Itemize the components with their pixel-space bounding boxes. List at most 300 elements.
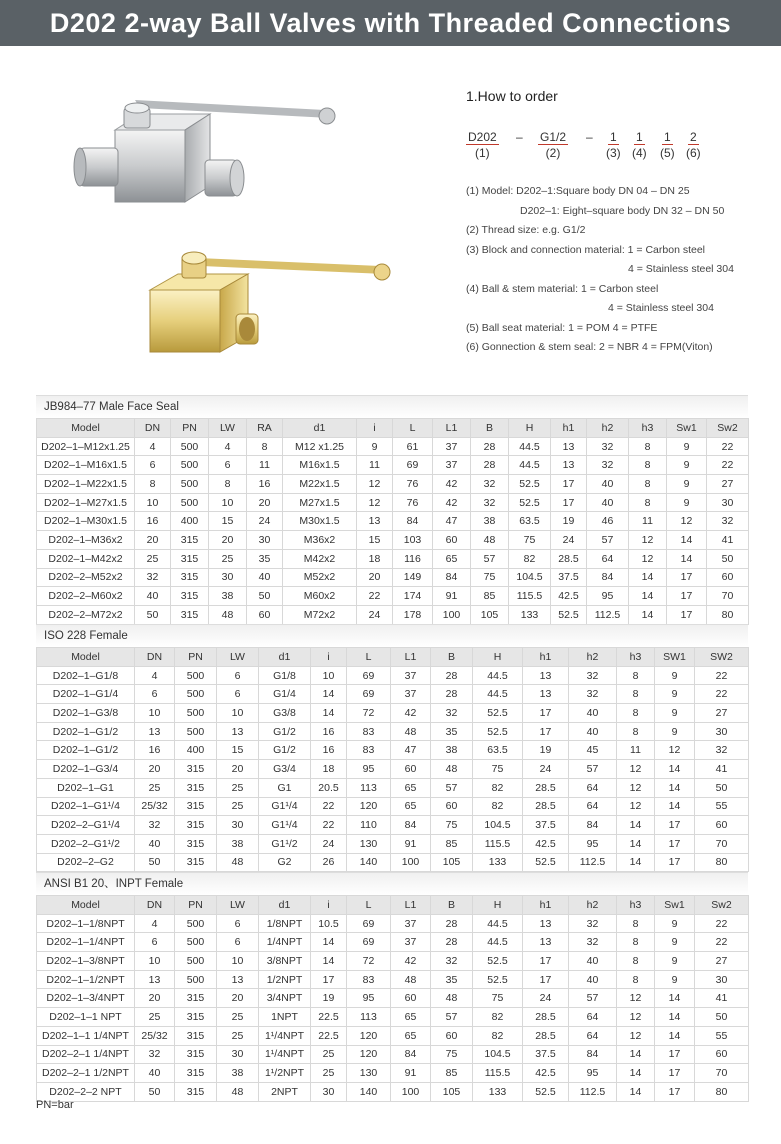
table-cell: 42: [391, 952, 431, 971]
table-cell: 120: [347, 1045, 391, 1064]
table-cell: 22: [357, 587, 393, 606]
table-cell: 82: [509, 549, 551, 568]
table-cell: 17: [523, 952, 569, 971]
table-cell: 80: [695, 1082, 749, 1101]
column-header: i: [357, 419, 393, 438]
table-cell: 82: [473, 1026, 523, 1045]
table-cell: 17: [523, 704, 569, 723]
column-header: RA: [247, 419, 283, 438]
table-cell: 9: [655, 722, 695, 741]
table-cell: 55: [695, 1026, 749, 1045]
table-cell: 65: [391, 1008, 431, 1027]
table-cell: 57: [471, 549, 509, 568]
table-cell: 20: [217, 989, 259, 1008]
table-cell: 4: [135, 666, 175, 685]
column-header: H: [473, 896, 523, 915]
table-cell: 28: [431, 685, 473, 704]
table-cell: 27: [707, 475, 749, 494]
table-row: [37, 933, 749, 952]
table-cell: 32: [135, 1045, 175, 1064]
column-header: h1: [523, 648, 569, 667]
table-cell: 32: [135, 816, 175, 835]
table-cell: 14: [617, 816, 655, 835]
table-cell: 32: [471, 475, 509, 494]
table-cell: 38: [217, 1064, 259, 1083]
table-cell: 500: [175, 704, 217, 723]
table-cell: 11: [247, 456, 283, 475]
table-header-row: [37, 419, 749, 438]
column-header: SW1: [655, 648, 695, 667]
column-header: LW: [217, 896, 259, 915]
table-cell: 28: [431, 914, 473, 933]
table-cell: 37: [391, 666, 431, 685]
table-section-iso228: [36, 624, 748, 872]
table-cell: 133: [509, 605, 551, 624]
table-cell: 6: [217, 666, 259, 685]
table-cell: 315: [175, 797, 217, 816]
table-cell: 69: [393, 456, 433, 475]
table-cell: 1¹/2NPT: [259, 1064, 311, 1083]
table-cell: D202–2–2 NPT: [37, 1082, 135, 1101]
table-cell: 14: [655, 797, 695, 816]
table-cell: 14: [629, 568, 667, 587]
table-cell: 120: [347, 1026, 391, 1045]
table-cell: 13: [135, 722, 175, 741]
column-header: DN: [135, 419, 171, 438]
table-row: [37, 914, 749, 933]
table-cell: 44.5: [473, 914, 523, 933]
table-cell: M16x1.5: [283, 456, 357, 475]
table-cell: 116: [393, 549, 433, 568]
table-cell: D202–1–1 NPT: [37, 1008, 135, 1027]
table-cell: 50: [135, 853, 175, 872]
table-cell: 50: [135, 605, 171, 624]
table-cell: D202–1–G1/2: [37, 741, 135, 760]
table-row: [37, 512, 749, 531]
table-cell: 83: [347, 722, 391, 741]
table-cell: 8: [629, 437, 667, 456]
table-cell: 6: [135, 933, 175, 952]
table-cell: 17: [551, 493, 587, 512]
table-cell: 19: [311, 989, 347, 1008]
table-cell: D202–1–3/4NPT: [37, 989, 135, 1008]
table-cell: 10: [217, 704, 259, 723]
table-cell: 14: [617, 1082, 655, 1101]
product-photos: [40, 78, 400, 368]
table-cell: 52.5: [509, 493, 551, 512]
code-number: (5): [660, 146, 675, 160]
table-cell: 12: [357, 475, 393, 494]
table-cell: 14: [667, 549, 707, 568]
table-cell: 13: [523, 685, 569, 704]
table-cell: 32: [695, 741, 749, 760]
table-cell: 9: [655, 914, 695, 933]
column-header: h1: [551, 419, 587, 438]
table-cell: 95: [347, 989, 391, 1008]
table-cell: 400: [175, 741, 217, 760]
table-cell: 24: [523, 760, 569, 779]
column-header: d1: [283, 419, 357, 438]
table-cell: 37.5: [523, 1045, 569, 1064]
table-cell: 22.5: [311, 1026, 347, 1045]
table-cell: 25: [311, 1064, 347, 1083]
table-cell: 70: [707, 587, 749, 606]
table-cell: 17: [311, 970, 347, 989]
table-cell: 140: [347, 1082, 391, 1101]
table-cell: 110: [347, 816, 391, 835]
table-cell: 8: [617, 666, 655, 685]
column-header: d1: [259, 896, 311, 915]
table-cell: 28: [471, 456, 509, 475]
table-cell: 48: [217, 853, 259, 872]
table-cell: M22x1.5: [283, 475, 357, 494]
table-cell: 84: [587, 568, 629, 587]
table-cell: 9: [357, 437, 393, 456]
table-cell: 8: [617, 685, 655, 704]
table-cell: 75: [431, 816, 473, 835]
table-cell: 1/4NPT: [259, 933, 311, 952]
table-cell: 27: [695, 704, 749, 723]
table-cell: 95: [347, 760, 391, 779]
table-cell: 32: [569, 914, 617, 933]
table-cell: 28: [471, 437, 509, 456]
table-cell: 14: [311, 933, 347, 952]
table-cell: D202–2–M60x2: [37, 587, 135, 606]
table-cell: 22: [695, 666, 749, 685]
table-cell: 25: [135, 549, 171, 568]
table-row: [37, 853, 749, 872]
table-cell: 40: [135, 587, 171, 606]
legend-line: 4 = Stainless steel 304: [628, 263, 734, 275]
table-row: [37, 704, 749, 723]
table-cell: 17: [523, 722, 569, 741]
code-part-thread: [538, 130, 568, 160]
table-cell: 400: [171, 512, 209, 531]
table-cell: 48: [217, 1082, 259, 1101]
table-cell: 84: [391, 1045, 431, 1064]
table-cell: 315: [171, 568, 209, 587]
table-cell: 17: [655, 853, 695, 872]
table-cell: 19: [523, 741, 569, 760]
table-cell: D202–1–M42x2: [37, 549, 135, 568]
table-cell: 28.5: [523, 797, 569, 816]
page-banner: D202 2-way Ball Valves with Threaded Connections: [0, 0, 781, 46]
table-cell: 83: [347, 741, 391, 760]
table-cell: 40: [569, 970, 617, 989]
table-cell: 105: [431, 853, 473, 872]
table-row: [37, 493, 749, 512]
spec-table: [36, 418, 749, 625]
column-header: PN: [175, 648, 217, 667]
table-row: [37, 834, 749, 853]
code-part-block: [606, 130, 621, 160]
table-cell: G3/4: [259, 760, 311, 779]
table-cell: 130: [347, 1064, 391, 1083]
table-cell: M36x2: [283, 531, 357, 550]
table-cell: 4: [135, 437, 171, 456]
table-cell: 14: [655, 989, 695, 1008]
table-row: [37, 1045, 749, 1064]
table-cell: 52.5: [509, 475, 551, 494]
table-cell: 25: [311, 1045, 347, 1064]
table-cell: 12: [629, 531, 667, 550]
table-cell: 20: [247, 493, 283, 512]
table-cell: 112.5: [569, 853, 617, 872]
table-cell: 6: [135, 685, 175, 704]
table-cell: 500: [171, 475, 209, 494]
table-cell: 17: [667, 605, 707, 624]
legend-line: (2) Thread size: e.g. G1/2: [466, 224, 586, 236]
table-cell: 8: [209, 475, 247, 494]
table-cell: 25: [217, 1008, 259, 1027]
table-cell: 52.5: [523, 1082, 569, 1101]
table-cell: 48: [209, 605, 247, 624]
table-cell: 112.5: [569, 1082, 617, 1101]
table-cell: 10: [135, 952, 175, 971]
table-cell: 80: [707, 605, 749, 624]
table-cell: 44.5: [509, 437, 551, 456]
table-cell: 17: [655, 1045, 695, 1064]
table-cell: 9: [655, 704, 695, 723]
table-cell: 22: [695, 933, 749, 952]
table-cell: D202–1–M36x2: [37, 531, 135, 550]
table-header-row: [37, 648, 749, 667]
table-cell: 48: [431, 760, 473, 779]
table-row: [37, 1064, 749, 1083]
table-cell: 44.5: [473, 666, 523, 685]
table-cell: 91: [391, 1064, 431, 1083]
unit-note: PN=bar: [36, 1099, 74, 1111]
table-row: [37, 568, 749, 587]
column-header: L1: [433, 419, 471, 438]
table-cell: 12: [617, 778, 655, 797]
table-cell: 500: [175, 970, 217, 989]
table-cell: 95: [569, 834, 617, 853]
table-cell: 40: [135, 1064, 175, 1083]
table-row: [37, 722, 749, 741]
steel-valve: [74, 100, 335, 202]
table-cell: 37: [433, 437, 471, 456]
table-cell: 4: [209, 437, 247, 456]
column-header: L: [393, 419, 433, 438]
code-value: G1/2: [540, 130, 567, 144]
table-cell: 1¹/4NPT: [259, 1026, 311, 1045]
table-cell: 133: [473, 1082, 523, 1101]
table-cell: G1¹/2: [259, 834, 311, 853]
how-to-order: [466, 88, 766, 358]
table-cell: 60: [695, 1045, 749, 1064]
table-cell: D202–1–M22x1.5: [37, 475, 135, 494]
table-cell: 315: [175, 778, 217, 797]
table-cell: 47: [391, 741, 431, 760]
table-cell: D202–1–M16x1.5: [37, 456, 135, 475]
column-header: B: [471, 419, 509, 438]
table-row: [37, 549, 749, 568]
table-cell: 115.5: [509, 587, 551, 606]
table-cell: 19: [551, 512, 587, 531]
table-cell: 30: [695, 970, 749, 989]
table-cell: G1/2: [259, 741, 311, 760]
table-cell: 22: [695, 685, 749, 704]
table-cell: 16: [247, 475, 283, 494]
code-dash: –: [516, 130, 523, 144]
table-cell: 16: [311, 741, 347, 760]
table-row: [37, 531, 749, 550]
table-cell: 18: [311, 760, 347, 779]
column-header: Model: [37, 419, 135, 438]
table-cell: 115.5: [473, 1064, 523, 1083]
table-cell: G3/8: [259, 704, 311, 723]
table-cell: 1/2NPT: [259, 970, 311, 989]
column-header: h3: [617, 896, 655, 915]
table-cell: 20: [209, 531, 247, 550]
table-cell: 72: [347, 704, 391, 723]
table-cell: 69: [347, 685, 391, 704]
table-cell: D202–1–1/4NPT: [37, 933, 135, 952]
table-cell: D202–2–G2: [37, 853, 135, 872]
table-cell: 100: [433, 605, 471, 624]
table-cell: 57: [569, 760, 617, 779]
table-cell: 315: [171, 605, 209, 624]
column-header: h2: [569, 896, 617, 915]
table-cell: 42: [433, 493, 471, 512]
table-cell: 64: [587, 549, 629, 568]
table-cell: 315: [171, 531, 209, 550]
table-cell: 32: [135, 568, 171, 587]
table-cell: D202–1–G1/2: [37, 722, 135, 741]
table-cell: 95: [569, 1064, 617, 1083]
column-header: Sw1: [655, 896, 695, 915]
table-cell: 130: [347, 834, 391, 853]
table-cell: 64: [569, 1026, 617, 1045]
table-cell: 9: [667, 493, 707, 512]
code-value: 2: [689, 130, 697, 144]
table-cell: 100: [391, 1082, 431, 1101]
table-cell: G1/2: [259, 722, 311, 741]
table-cell: 75: [431, 1045, 473, 1064]
table-cell: 60: [391, 989, 431, 1008]
table-cell: 120: [347, 797, 391, 816]
table-cell: 20: [135, 989, 175, 1008]
code-part-model: [466, 130, 499, 160]
table-cell: 50: [695, 1008, 749, 1027]
table-row: [37, 666, 749, 685]
table-cell: 14: [655, 760, 695, 779]
table-cell: M12 x1.25: [283, 437, 357, 456]
table-cell: 6: [135, 456, 171, 475]
table-cell: 25: [135, 778, 175, 797]
column-header: L: [347, 648, 391, 667]
table-row: [37, 1026, 749, 1045]
table-cell: 17: [667, 587, 707, 606]
table-cell: 75: [471, 568, 509, 587]
code-number: (1): [475, 146, 490, 160]
table-cell: 1NPT: [259, 1008, 311, 1027]
column-header: B: [431, 896, 473, 915]
table-cell: D202–2–M72x2: [37, 605, 135, 624]
column-header: L1: [391, 648, 431, 667]
table-cell: 9: [655, 970, 695, 989]
table-cell: 25: [217, 778, 259, 797]
table-cell: 9: [667, 456, 707, 475]
column-header: PN: [175, 896, 217, 915]
table-cell: 8: [629, 456, 667, 475]
table-cell: 16: [135, 512, 171, 531]
table-cell: 13: [523, 933, 569, 952]
table-cell: 84: [569, 1045, 617, 1064]
table-cell: 14: [617, 1045, 655, 1064]
table-cell: 22: [707, 437, 749, 456]
table-cell: 44.5: [473, 933, 523, 952]
table-cell: M52x2: [283, 568, 357, 587]
table-title: ISO 228 Female: [36, 624, 748, 647]
column-header: H: [509, 419, 551, 438]
column-header: h3: [617, 648, 655, 667]
column-header: DN: [135, 896, 175, 915]
column-header: h1: [523, 896, 569, 915]
table-cell: 113: [347, 778, 391, 797]
table-cell: 12: [617, 1026, 655, 1045]
spec-table: [36, 647, 749, 872]
table-row: [37, 475, 749, 494]
table-cell: 9: [655, 933, 695, 952]
table-cell: 65: [391, 797, 431, 816]
table-cell: 315: [175, 1026, 217, 1045]
table-cell: 69: [347, 914, 391, 933]
table-cell: 52.5: [473, 722, 523, 741]
order-legend: [466, 182, 766, 358]
code-value: 1: [609, 130, 617, 144]
table-row: [37, 797, 749, 816]
table-cell: D202–2–G1¹/4: [37, 816, 135, 835]
table-cell: 10: [311, 666, 347, 685]
table-cell: 95: [587, 587, 629, 606]
table-cell: 48: [471, 531, 509, 550]
column-header: DN: [135, 648, 175, 667]
table-cell: 37.5: [551, 568, 587, 587]
table-cell: 6: [217, 685, 259, 704]
table-cell: 38: [471, 512, 509, 531]
table-cell: 41: [695, 989, 749, 1008]
column-header: Sw1: [667, 419, 707, 438]
table-cell: 25/32: [135, 1026, 175, 1045]
table-cell: D202–1–G3/8: [37, 704, 135, 723]
table-cell: 83: [347, 970, 391, 989]
table-cell: 500: [175, 914, 217, 933]
legend-line: (5) Ball seat material: 1 = POM 4 = PTFE: [466, 321, 658, 334]
column-header: B: [431, 648, 473, 667]
table-cell: 15: [357, 531, 393, 550]
table-cell: 315: [175, 816, 217, 835]
table-cell: 14: [655, 1026, 695, 1045]
table-cell: 14: [617, 853, 655, 872]
table-cell: 6: [209, 456, 247, 475]
table-cell: 1¹/4NPT: [259, 1045, 311, 1064]
table-cell: 28.5: [523, 778, 569, 797]
table-cell: 70: [695, 1064, 749, 1083]
table-cell: G2: [259, 853, 311, 872]
table-cell: 14: [311, 952, 347, 971]
table-cell: 11: [617, 741, 655, 760]
table-cell: 60: [391, 760, 431, 779]
table-cell: D202–1–M12x1.25: [37, 437, 135, 456]
order-code: [466, 130, 766, 166]
table-cell: D202–1–3/8NPT: [37, 952, 135, 971]
table-cell: 37: [391, 933, 431, 952]
table-cell: 13: [551, 456, 587, 475]
table-cell: 52.5: [523, 853, 569, 872]
table-cell: 40: [135, 834, 175, 853]
